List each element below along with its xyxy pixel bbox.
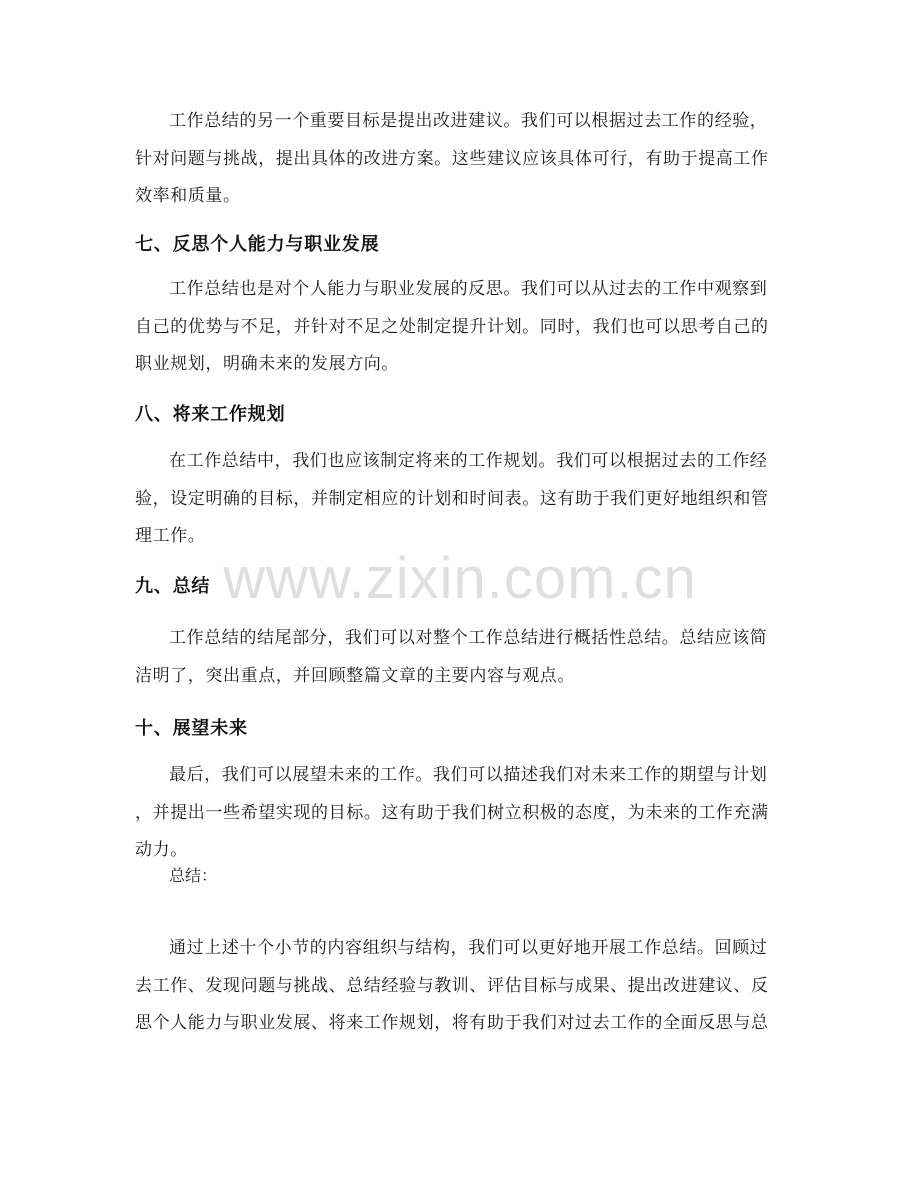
paragraph-summary: 通过上述十个小节的内容组织与结构，我们可以更好地开展工作总结。回顾过 去工作、发现问题与挑战、总结经验与教训、评估目标与成果、提出改进建议、反 思个人能力与职业发展、将来工作规划，将有助于我们对过去工作的全面反思与总	[135, 938, 769, 1033]
section-heading-7: 七、反思个人能力与职业发展	[135, 234, 380, 255]
summary-label: 总结：	[169, 866, 218, 885]
paragraph-improvement-suggestions: 工作总结的另一个重要目标是提出改进建议。我们可以根据过去工作的经验， 针对问题与挑战，提出具体的改进方案。这些建议应该具体可行，有助于提高工作 效率和质量。	[135, 111, 769, 206]
paragraph-reflection: 工作总结也是对个人能力与职业发展的反思。我们可以从过去的工作中观察到 自己的优势与不足，并针对不足之处制定提升计划。同时，我们也可以思考自己的 职业规划，明确未来的发展方向。	[135, 279, 769, 374]
section-heading-9: 九、总结	[135, 576, 211, 597]
watermark: www.zixin.com.cn	[223, 546, 697, 611]
paragraph-outlook: 最后，我们可以展望未来的工作。我们可以描述我们对未来工作的期望与计划 ，并提出一些希望实现的目标。这有助于我们树立积极的态度，为未来的工作充满 动力。	[135, 765, 769, 860]
section-heading-10: 十、展望未来	[135, 718, 248, 739]
paragraph-conclusion: 工作总结的结尾部分，我们可以对整个工作总结进行概括性总结。总结应该简 洁明了，突出重点，并回顾整篇文章的主要内容与观点。	[135, 628, 768, 686]
paragraph-future-planning: 在工作总结中，我们也应该制定将来的工作规划。我们可以根据过去的工作经 验，设定明确的目标，并制定相应的计划和时间表。这有助于我们更好地组织和管 理工作。	[135, 451, 769, 546]
section-heading-8: 八、将来工作规划	[135, 404, 286, 425]
